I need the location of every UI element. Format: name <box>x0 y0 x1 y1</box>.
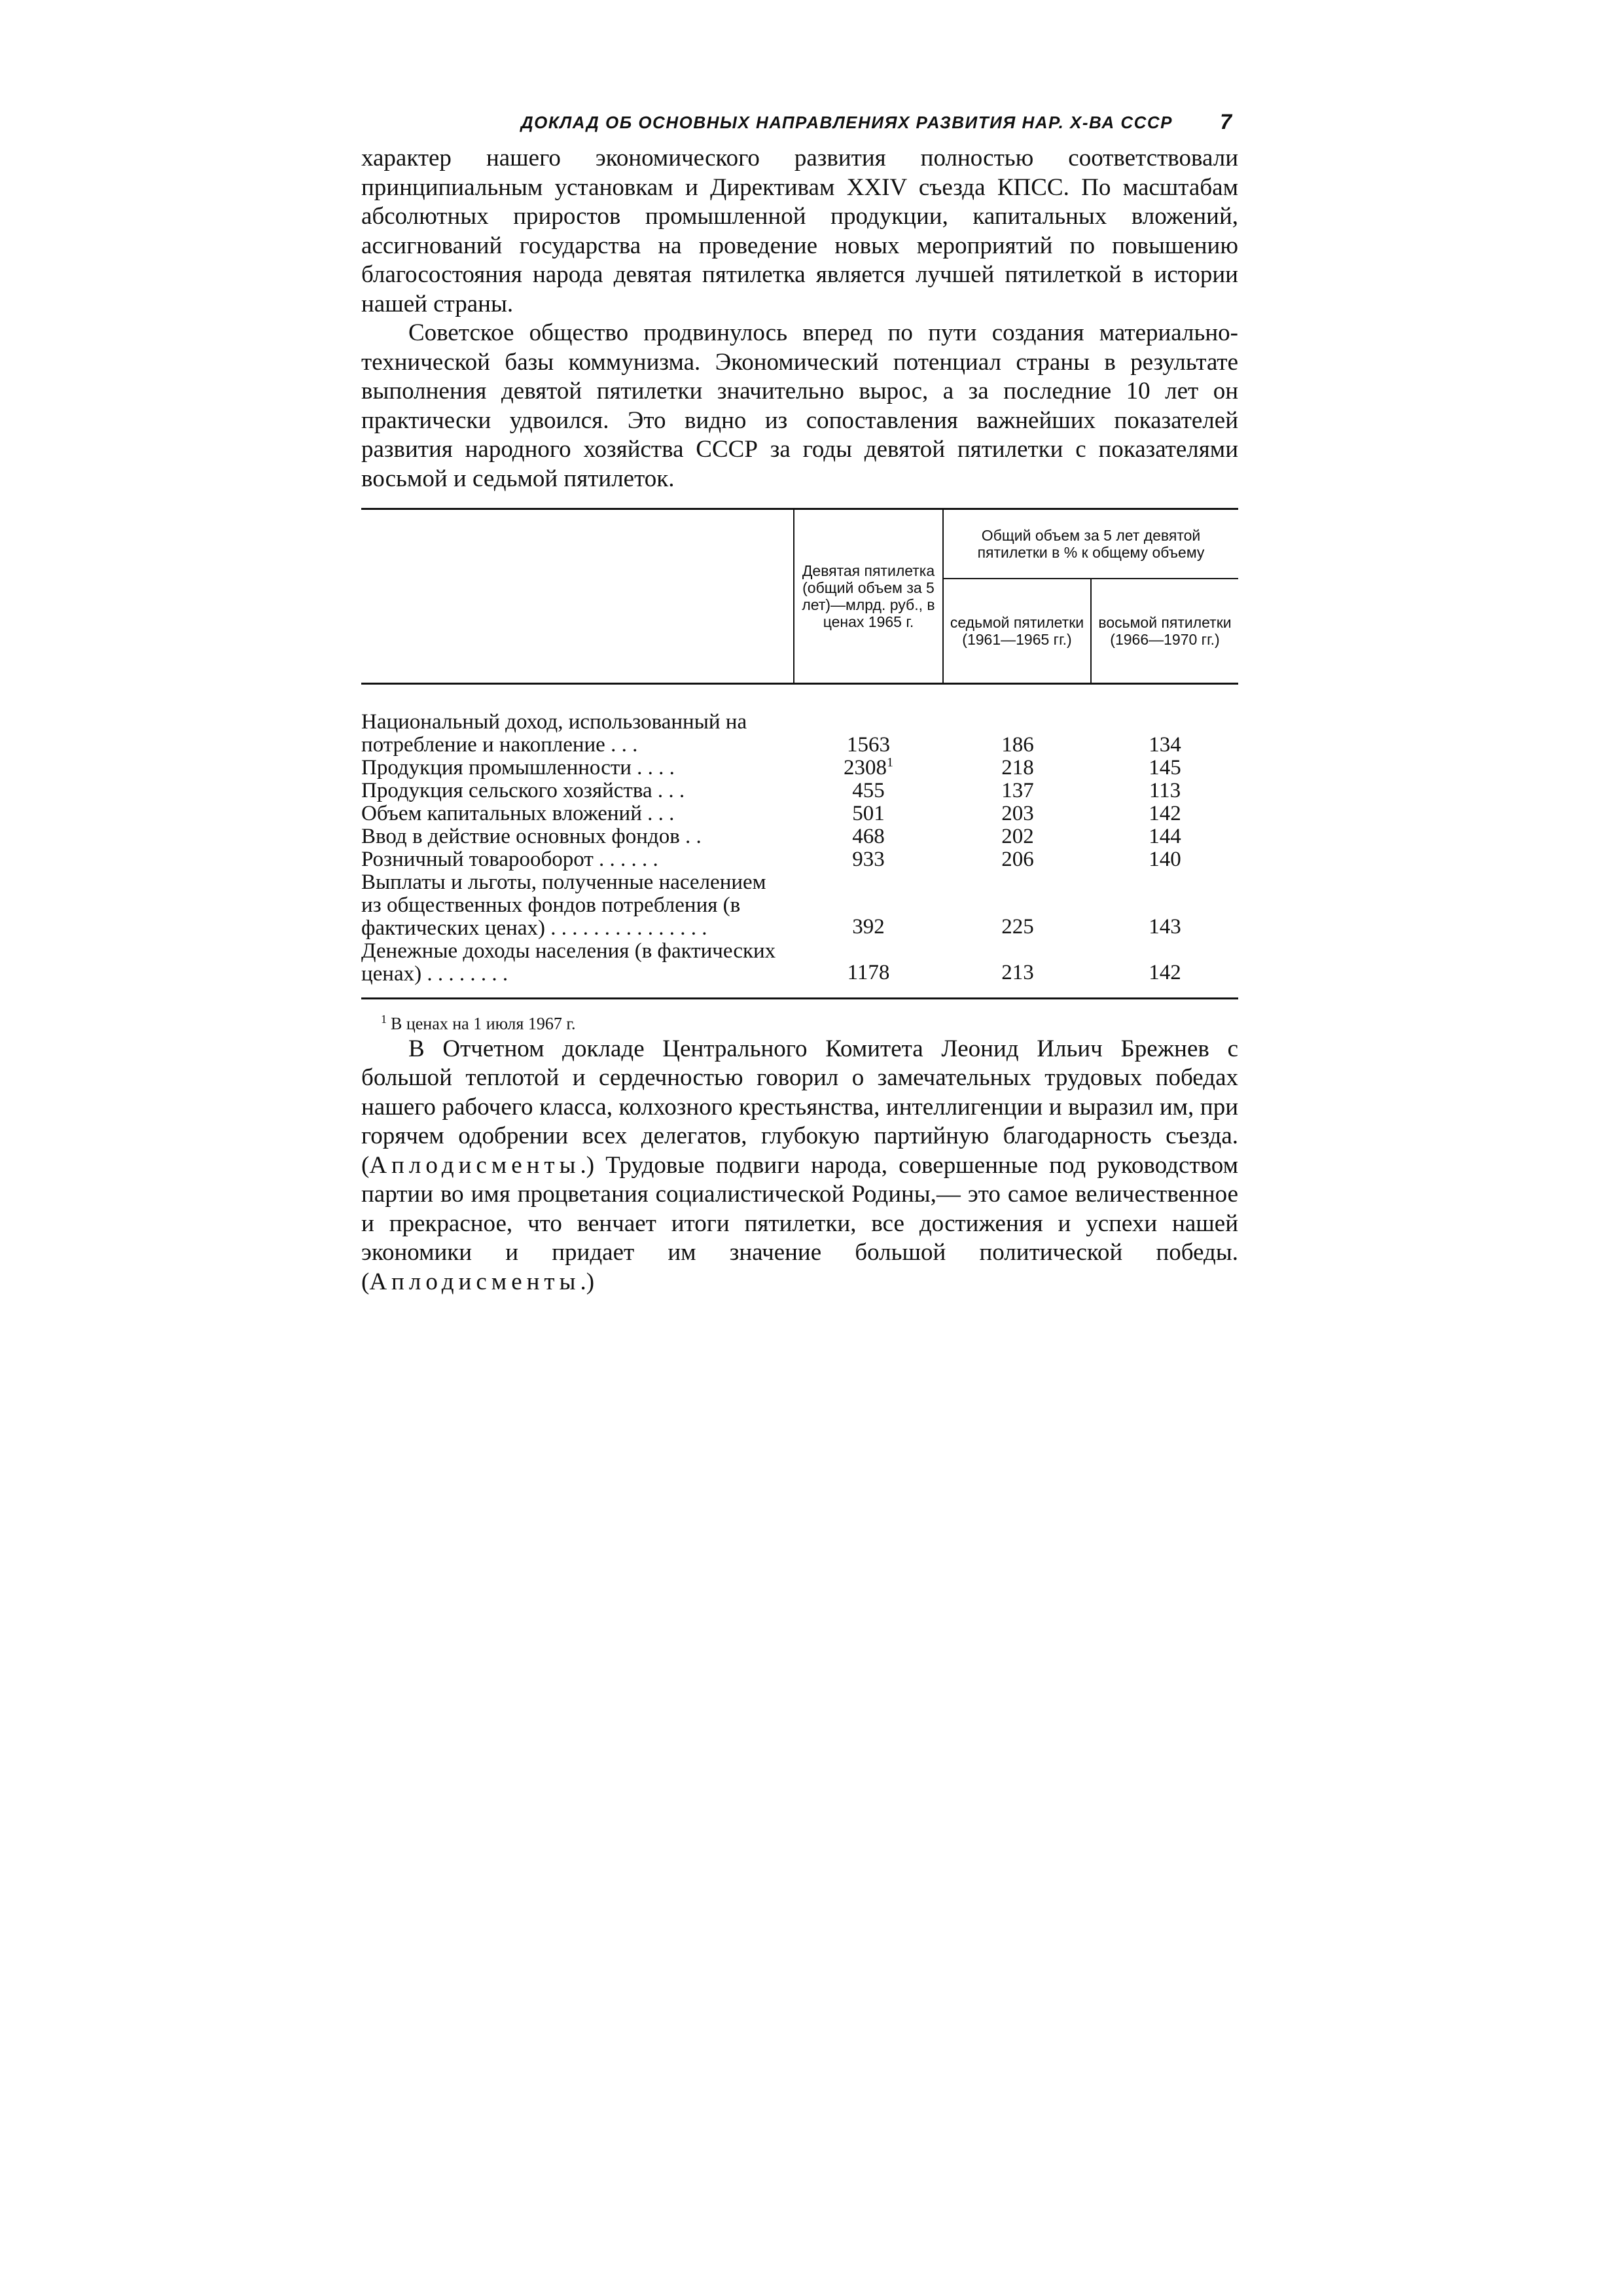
cell-ninth-plan: 933 <box>852 848 885 871</box>
table-row <box>361 757 1238 780</box>
cell-seventh-percent: 137 <box>1001 779 1034 802</box>
header-seventh-plan: седьмой пятилетки (1961—1965 гг.) <box>944 579 1092 683</box>
cell-seventh-percent: 213 <box>1001 961 1034 984</box>
cell-ninth-plan: 501 <box>852 802 885 825</box>
cell-ninth-plan: 1563 <box>847 733 890 757</box>
table-row <box>361 825 1238 848</box>
cell-ninth-plan: 2308$^1$ <box>844 755 893 780</box>
table-row <box>361 848 1238 871</box>
cell-eighth-percent: 113 <box>1149 779 1181 802</box>
cell-ninth-plan: 468 <box>852 825 885 848</box>
running-head <box>361 105 1238 144</box>
header-percent-group: Общий объем за 5 лет девятой пятилетки в % к общему объему <box>944 510 1238 579</box>
table-row <box>361 802 1238 825</box>
cell-seventh-percent: 202 <box>1001 825 1034 848</box>
cell-seventh-percent: 218 <box>1001 756 1034 780</box>
statistics-table <box>361 508 1238 999</box>
row-label: Продукция сельского хозяйства . . . <box>361 779 685 802</box>
table-footnote <box>381 1009 1238 1035</box>
cell-eighth-percent: 134 <box>1149 733 1181 757</box>
cell-eighth-percent: 142 <box>1149 802 1181 825</box>
header-ninth-plan-volume: Девятая пятилетка (общий объем за 5 лет)—млрд. руб., в ценах 1965 г. <box>793 510 944 683</box>
cell-eighth-percent: 143 <box>1149 915 1181 939</box>
paragraph-3: В Отчетном докладе Центрального Комитета Леонид Ильич Брежнев с большой теплотой и сердечностью говорил о замечательных трудовых победах нашего рабочего класса, колхозного крестьянства, интеллигенции и выразил им, при горячем одобрении всех делегатов, глубокую партийную благодарность съезда. (Аплодисменты.) Трудовые подвиги народа, совершенные под руководством партии во имя процветания социалистической Родины,— это самое величественное и прекрасное, что венчает итоги пятилетки, все достижения и успехи нашей экономики и придает им значение большой политической победы. (Аплодисменты.) <box>361 1035 1238 1295</box>
table-row <box>361 780 1238 802</box>
cell-seventh-percent: 186 <box>1001 733 1034 757</box>
running-title: ДОКЛАД ОБ ОСНОВНЫХ НАПРАВЛЕНИЯХ РАЗВИТИЯ НАР. Х-ВА СССР <box>520 113 1173 132</box>
cell-eighth-percent: 142 <box>1149 961 1181 984</box>
table-row <box>361 871 1238 940</box>
page-number: 7 <box>1220 110 1232 134</box>
cell-eighth-percent: 140 <box>1149 848 1181 871</box>
document-page <box>361 105 1238 1297</box>
paragraph-1: характер нашего экономического развития полностью соответствовали принципиальным установкам и Директивам XXIV съезда КПСС. По масштабам абсолютных приростов промышленной продукции, капитальных вложений, ассигнований государства на проведение новых мероприятий по повышению благосостояния народа девятая пятилетка является лучшей пятилеткой в истории нашей страны. <box>361 145 1238 317</box>
cell-seventh-percent: 206 <box>1001 848 1034 871</box>
paragraph-2: Советское общество продвинулось вперед по пути создания материально-технической базы коммунизма. Экономический потенциал страны в результате выполнения девятой пятилетки значительно вырос, а за последние 10 лет он практически удвоился. Это видно из сопоставления важнейших показателей развития народного хозяйства СССР за годы девятой пятилетки с показателями восьмой и седьмой пятилеток. <box>361 319 1238 492</box>
applause-2: Аплодисменты <box>369 1268 580 1295</box>
footnote-mark: 1 <box>381 1013 387 1026</box>
cell-seventh-percent: 225 <box>1001 915 1034 939</box>
table-row <box>361 711 1238 757</box>
cell-seventh-percent: 203 <box>1001 802 1034 825</box>
row-label: Выплаты и льготы, полученные населением из общественных фондов потребления (в фактических ценах) . . . . . . . . . . . . . . . <box>361 870 766 940</box>
row-label: Денежные доходы населения (в фактических ценах) . . . . . . . . <box>361 939 776 986</box>
row-label: Продукция промышленности . . . . <box>361 756 675 780</box>
table-row <box>361 940 1238 986</box>
row-label: Национальный доход, использованный на потребление и накопление . . . <box>361 710 747 757</box>
footnote-text: В ценах на 1 июля 1967 г. <box>391 1014 576 1033</box>
header-eighth-plan: восьмой пятилетки (1966—1970 гг.) <box>1098 614 1232 648</box>
cell-ninth-plan: 392 <box>852 915 885 939</box>
cell-eighth-percent: 144 <box>1149 825 1181 848</box>
table-header <box>361 510 1238 685</box>
row-label: Объем капитальных вложений . . . <box>361 802 675 825</box>
applause-1: Аплодисменты <box>369 1151 580 1179</box>
cell-ninth-plan: 1178 <box>847 961 890 984</box>
cell-ninth-plan: 455 <box>852 779 885 802</box>
row-label: Розничный товарооборот . . . . . . <box>361 848 658 871</box>
table-body <box>361 685 1238 999</box>
row-label: Ввод в действие основных фондов . . <box>361 825 702 848</box>
cell-eighth-percent: 145 <box>1149 756 1181 780</box>
